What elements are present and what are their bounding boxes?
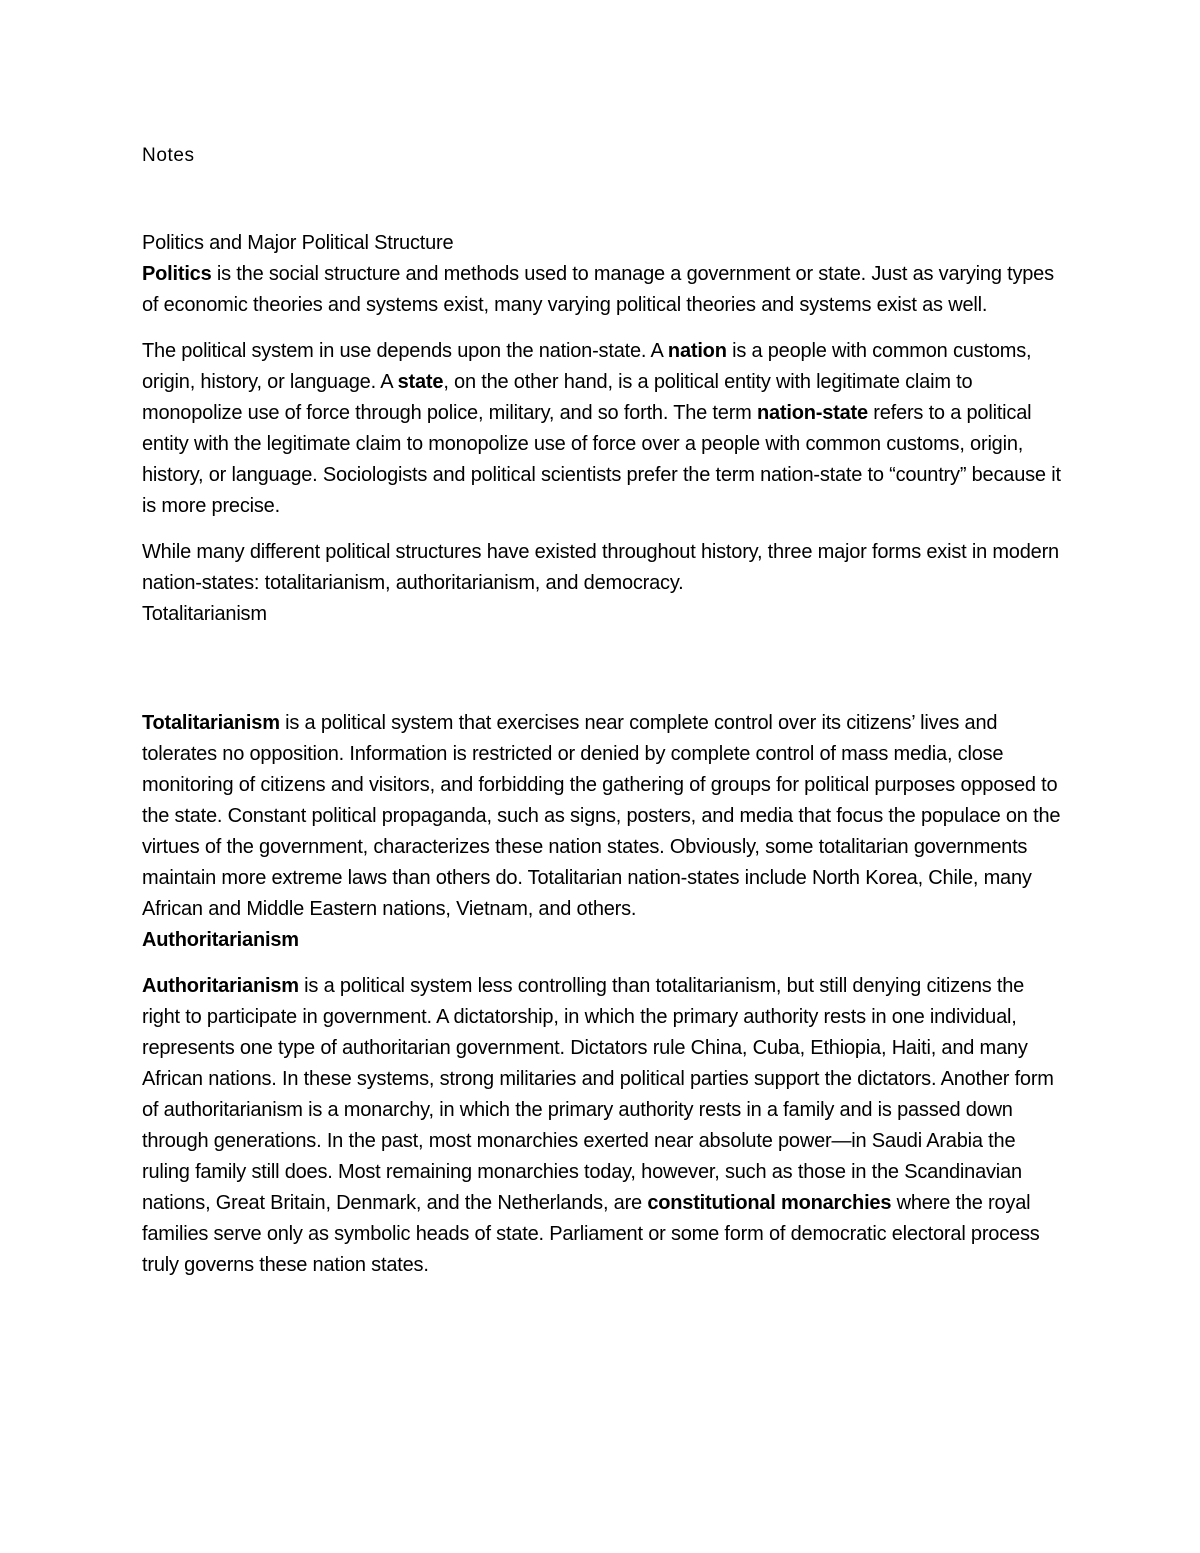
term-nation-state: nation-state: [756, 402, 868, 424]
totalitarianism-heading: Totalitarianism: [142, 603, 267, 625]
spacer: [142, 171, 1062, 228]
term-nation: nation: [667, 340, 727, 362]
authoritarianism-heading: Authoritarianism: [142, 929, 299, 951]
term-totalitarianism: Totalitarianism: [142, 712, 280, 734]
document-title: Politics and Major Political Structure: [142, 232, 454, 254]
term-state: state: [397, 371, 444, 393]
forms-paragraph: While many different political structures have existed throughout history, three major forms exist in modern nation-states: totalitarianism, authoritarianism, and democracy.: [142, 541, 1059, 594]
nation-state-text-1: The political system in use depends upon the nation-state. A: [142, 340, 668, 362]
term-constitutional-monarchies: constitutional monarchies: [647, 1192, 892, 1214]
authoritarianism-paragraph: [142, 971, 1062, 1281]
nation-state-text-3: , on the other hand, is a political entity with legitimate claim to monopolize use of force through police, military, and so forth. The term: [142, 371, 973, 424]
authoritarianism-text-2: where the royal families serve only as symbolic heads of state. Parliament or some form of democratic electoral process truly governs these nation states.: [142, 1192, 1040, 1276]
document-body: [142, 140, 1062, 1281]
nation-state-paragraph: [142, 336, 1062, 522]
spacer: [142, 630, 1062, 708]
nation-state-text-4: refers to a political entity with the legitimate claim to monopolize use of force over a people with common customs, origin, history, or language. Sociologists and political scientists prefer the term nation-state to “country” because it is more precise.: [142, 402, 1061, 517]
intro-text: is the social structure and methods used to manage a government or state. Just as varying types of economic theories and systems exist, many varying political theories and systems exist as well.: [142, 263, 1054, 316]
notes-label: Notes: [142, 145, 195, 166]
totalitarianism-paragraph: [142, 708, 1062, 925]
nation-state-text-2: is a people with common customs, origin, history, or language. A: [142, 340, 1032, 393]
authoritarianism-text-1: is a political system less controlling than totalitarianism, but still denying citizens the right to participate in government. A dictatorship, in which the primary authority rests in one individual, represents one type of authoritarian government. Dictators rule China, Cuba, Ethiopia, Haiti, and many African nations. In these systems, strong militaries and political parties support the dictators. Another form of authoritarianism is a monarchy, in which the primary authority rests in a family and is passed down through generations. In the past, most monarchies exerted near absolute power—in Saudi Arabia the ruling family still does. Most remaining monarchies today, however, such as those in the Scandinavian nations, Great Britain, Denmark, and the Netherlands, are: [142, 975, 1054, 1214]
term-politics: Politics: [142, 263, 212, 285]
intro-paragraph: [142, 259, 1062, 321]
totalitarianism-text: is a political system that exercises near complete control over its citizens’ lives and tolerates no opposition. Information is restricted or denied by complete control of mass media, close monitoring of citizens and visitors, and forbidding the gathering of groups for political purposes opposed to the state. Constant political propaganda, such as signs, posters, and media that focus the populace on the virtues of the government, characterizes these nation states. Obviously, some totalitarian governments maintain more extreme laws than others do. Totalitarian nation-states include North Korea, Chile, many African and Middle Eastern nations, Vietnam, and others.: [142, 712, 1061, 920]
term-authoritarianism: Authoritarianism: [142, 975, 299, 997]
